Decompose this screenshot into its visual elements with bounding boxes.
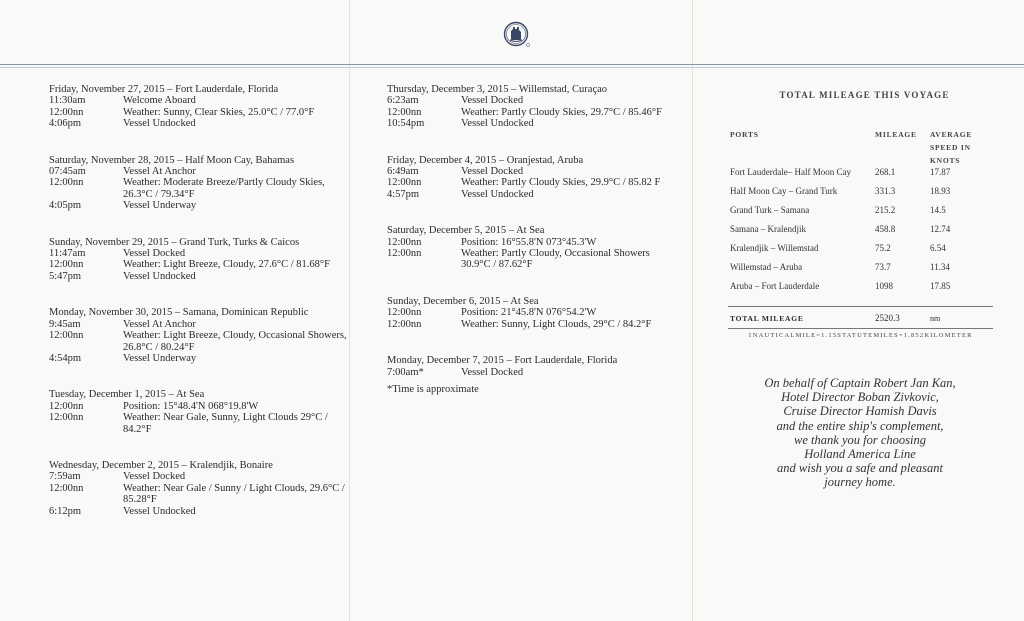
entry-time: 12:00nn (49, 412, 84, 424)
entry-row (49, 330, 349, 353)
mileage-row (728, 224, 990, 243)
mileage-speed: 12.74 (930, 224, 951, 234)
entry-description: Vessel Undocked (461, 118, 534, 130)
fold-line-left (349, 0, 350, 621)
entry-time: 4:05pm (49, 200, 82, 212)
entry-row (49, 471, 349, 482)
itinerary-entry (49, 155, 349, 212)
closing-line: and the entire ship's complement, (776, 418, 944, 433)
entry-time: 12:00nn (49, 400, 84, 412)
entry-time: 12:00nn (387, 106, 422, 118)
entry-row (387, 248, 677, 271)
entry-row (49, 401, 349, 412)
entry-description: Weather: Near Gale, Sunny, Light Clouds 29°C / 84.2°F (123, 412, 328, 435)
mileage-speed: 18.93 (930, 186, 951, 196)
mileage-row (728, 205, 990, 224)
mileage-row (728, 281, 990, 300)
entry-description: Vessel Undocked (123, 505, 196, 517)
mileage-speed: 6.54 (930, 243, 946, 253)
itinerary-entry (387, 225, 677, 271)
entry-title: Sunday, December 6, 2015 – At Sea (387, 295, 539, 307)
header-speed: AVERAGE SPEED IN KNOTS (930, 130, 973, 165)
entry-time: 12:00nn (49, 482, 84, 494)
mileage-value: 268.1 (875, 167, 896, 177)
entry-title: Friday, November 27, 2015 – Fort Lauderdale, Florida (49, 84, 279, 95)
entry-description: Welcome Aboard (123, 95, 196, 107)
entry-time: 7:59am (49, 471, 81, 483)
itinerary-entry (49, 389, 349, 435)
mileage-port: Kralendjik – Willemstad (730, 243, 819, 253)
entry-title: Saturday, November 28, 2015 – Half Moon Cay, Bahamas (49, 154, 295, 166)
itinerary-entry (49, 307, 349, 364)
entry-description: Weather: Sunny, Light Clouds, 29°C / 84.2°F (461, 318, 652, 330)
entry-row (49, 271, 349, 282)
entry-row (387, 189, 677, 200)
mileage-row (728, 262, 990, 281)
entry-row (387, 237, 677, 248)
itinerary-entry (387, 355, 677, 378)
itinerary-entry (49, 84, 349, 130)
entry-description: Vessel Undocked (123, 118, 196, 130)
entry-time: 9:45am (49, 318, 81, 330)
entry-time: 12:00nn (49, 106, 84, 118)
entry-row (49, 200, 349, 211)
entry-row (49, 177, 349, 200)
entry-time: 12:00nn (387, 248, 422, 260)
entry-description: Weather: Sunny, Clear Skies, 25.0°C / 77.0°F (123, 106, 315, 118)
mileage-port: Fort Lauderdale– Half Moon Cay (730, 167, 851, 177)
entry-time: 4:54pm (49, 352, 82, 364)
header-rule (0, 64, 1024, 65)
entry-row (387, 177, 677, 188)
entry-row (387, 367, 677, 378)
closing-line: Holland America Line (804, 447, 916, 462)
entry-description: Vessel Underway (123, 352, 197, 364)
closing-line: journey home. (824, 475, 896, 490)
entry-time: 12:00nn (49, 330, 84, 342)
entry-description: Vessel Underway (123, 200, 197, 212)
entry-time: 12:00nn (387, 318, 422, 330)
entry-title: Friday, December 4, 2015 – Oranjestad, Aruba (387, 154, 584, 166)
entry-row (387, 319, 677, 330)
itinerary-entry (387, 84, 677, 130)
entry-time: 12:00nn (387, 177, 422, 189)
closing-line: Hotel Director Boban Zivkovic, (781, 390, 939, 405)
mileage-row (728, 186, 990, 205)
total-rule-bottom (728, 328, 993, 329)
entry-time: 4:06pm (49, 118, 82, 130)
entry-title: Saturday, December 5, 2015 – At Sea (387, 225, 545, 237)
header-ports: PORTS (730, 130, 759, 139)
total-label: TOTAL MILEAGE (730, 314, 804, 323)
entry-row (49, 95, 349, 106)
entry-row (49, 506, 349, 517)
itinerary-column-1 (49, 84, 349, 542)
entry-row (387, 166, 677, 177)
entry-description: Vessel At Anchor (123, 166, 196, 178)
total-value: 2520.3 (875, 313, 900, 323)
itinerary-entry (387, 296, 677, 330)
entry-description: Weather: Moderate Breeze/Partly Cloudy Skies, 26.3°C / 79.34°F (123, 177, 325, 200)
entry-description: Vessel Docked (123, 248, 186, 260)
entry-description: Weather: Partly Cloudy, Occasional Showers 30.9°C / 87.62°F (461, 248, 650, 271)
entry-description: Vessel Docked (461, 166, 524, 178)
entry-title: Monday, November 30, 2015 – Samana, Dominican Republic (49, 307, 309, 319)
total-unit: nm (930, 314, 941, 323)
mileage-title: TOTAL MILEAGE THIS VOYAGE (779, 90, 950, 100)
mileage-speed: 11.34 (930, 262, 950, 272)
mileage-value: 331.3 (875, 186, 896, 196)
mileage-table (728, 128, 990, 300)
mileage-port: Aruba – Fort Lauderdale (730, 281, 820, 291)
entry-title: Thursday, December 3, 2015 – Willemstad, Curaçao (387, 84, 608, 95)
itinerary-entry (49, 460, 349, 517)
entry-row (49, 483, 349, 506)
entry-description: Vessel Docked (461, 366, 524, 378)
entry-description: Position: 21°45.8'N 076°54.2'W (461, 307, 597, 319)
header-rule-secondary (0, 67, 1024, 68)
itinerary-entry (49, 237, 349, 283)
time-approximate-note: *Time is approximate (387, 383, 479, 395)
entry-description: Weather: Light Breeze, Cloudy, 27.6°C / 81.68°F (123, 259, 330, 271)
entry-time: 5:47pm (49, 270, 82, 282)
mileage-port: Samana – Kralendjik (730, 224, 806, 234)
mileage-row (728, 167, 990, 186)
holland-america-logo-icon (503, 18, 531, 50)
closing-line: On behalf of Captain Robert Jan Kan, (764, 376, 956, 390)
entry-time: 6:23am (387, 95, 419, 107)
entry-description: Position: 15°48.4'N 068°19.8'W (123, 400, 259, 412)
entry-description: Vessel Undocked (123, 270, 196, 282)
entry-description: Vessel Docked (461, 95, 524, 107)
closing-line: Cruise Director Hamish Davis (783, 404, 937, 419)
closing-line: and wish you a safe and pleasant (777, 461, 943, 476)
header-mileage: MILEAGE (875, 130, 917, 139)
entry-title: Tuesday, December 1, 2015 – At Sea (49, 389, 205, 401)
entry-row (387, 307, 677, 318)
entry-description: Position: 16°55.8'N 073°45.3'W (461, 236, 597, 248)
entry-row (49, 118, 349, 129)
mileage-speed: 17.87 (930, 167, 951, 177)
mileage-port: Grand Turk – Samana (730, 205, 810, 215)
entry-time: 7:00am* (387, 366, 424, 378)
entry-row (49, 166, 349, 177)
entry-time: 4:57pm (387, 188, 420, 200)
entry-row (49, 259, 349, 270)
entry-row (49, 107, 349, 118)
entry-row (49, 353, 349, 364)
entry-title: Wednesday, December 2, 2015 – Kralendjik, Bonaire (49, 459, 273, 471)
entry-description: Weather: Partly Cloudy Skies, 29.9°C / 85.82 F (461, 177, 661, 189)
entry-time: 12:00nn (387, 236, 422, 248)
entry-time: 12:00nn (49, 177, 84, 189)
itinerary-column-2 (387, 84, 677, 395)
entry-title: Monday, December 7, 2015 – Fort Lauderdale, Florida (387, 355, 618, 367)
entry-row (49, 248, 349, 259)
entry-time: 10:54pm (387, 118, 425, 130)
closing-message (745, 376, 975, 490)
mileage-value: 75.2 (875, 243, 891, 253)
entry-row (387, 118, 677, 129)
entry-row (387, 95, 677, 106)
entry-description: Weather: Light Breeze, Cloudy, Occasional Showers, 26.8°C / 80.24°F (123, 330, 347, 353)
entry-description: Vessel Docked (123, 471, 186, 483)
mileage-value: 73.7 (875, 262, 891, 272)
total-mileage-row (728, 313, 993, 323)
entry-description: Vessel At Anchor (123, 318, 196, 330)
entry-description: Weather: Partly Cloudy Skies, 29.7°C / 85.46°F (461, 106, 662, 118)
entry-time: 11:30am (49, 95, 86, 107)
mileage-port: Half Moon Cay – Grand Turk (730, 186, 838, 196)
entry-title: Sunday, November 29, 2015 – Grand Turk, Turks & Caicos (49, 236, 300, 248)
entry-time: 12:00nn (49, 259, 84, 271)
mileage-port: Willemstad – Aruba (730, 262, 803, 272)
mileage-speed: 14.5 (930, 205, 946, 215)
itinerary-entry (387, 155, 677, 201)
entry-time: 6:12pm (49, 505, 82, 517)
entry-time: 07:45am (49, 166, 86, 178)
entry-row (387, 107, 677, 118)
closing-line: we thank you for choosing (794, 432, 926, 447)
mileage-value: 1098 (875, 281, 893, 291)
entry-row (49, 412, 349, 435)
entry-description: Weather: Near Gale / Sunny / Light Clouds, 29.6°C / 85.28°F (123, 482, 345, 506)
entry-time: 12:00nn (387, 307, 422, 319)
entry-row (49, 319, 349, 330)
entry-time: 11:47am (49, 248, 86, 260)
fold-line-right (692, 0, 693, 621)
mileage-row (728, 243, 990, 262)
entry-description: Vessel Undocked (461, 188, 534, 200)
entry-time: 6:49am (387, 166, 419, 178)
total-rule-top (728, 306, 993, 307)
mileage-speed: 17.85 (930, 281, 951, 291)
conversion-note: 1NAUTICALMILE=1.15STATUTEMILES=1.852KILOMETER (748, 332, 973, 339)
mileage-value: 458.8 (875, 224, 896, 234)
mileage-value: 215.2 (875, 205, 896, 215)
mileage-panel (728, 90, 993, 339)
